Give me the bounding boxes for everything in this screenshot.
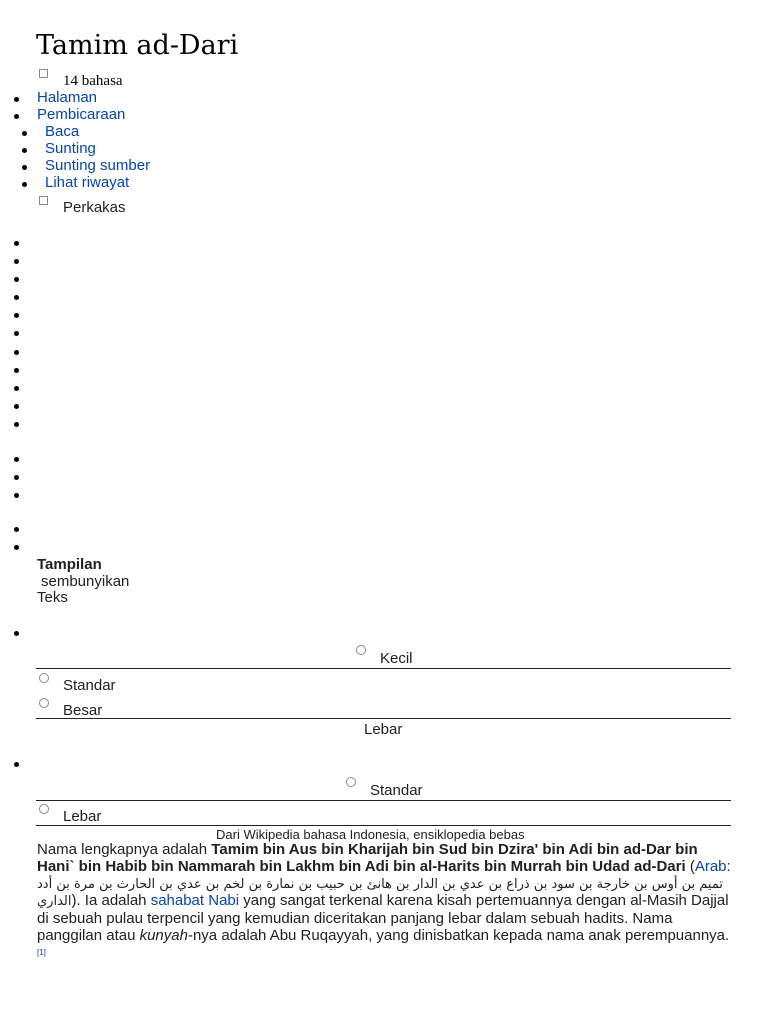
tool-list-item [14, 475, 19, 480]
text-size-label: Teks [37, 589, 68, 606]
language-toggle-checkbox[interactable] [39, 69, 48, 78]
page-title: Tamim ad-Dari [36, 30, 239, 61]
tab-sunting[interactable]: Sunting [45, 140, 96, 157]
tool-list-item [14, 404, 19, 409]
intro-prefix: Nama lengkapnya adalah [37, 841, 212, 858]
tool-list-item [14, 545, 19, 550]
bullet [22, 182, 27, 187]
arabic-name: تميم بن أوس بن خارجة بن سود بن ذراع بن عدي بن الدار بن هانئ بن حبيب بن نمارة بن لخم بن عدي بن الحارث بن مرة بن أدد الداري [37, 876, 723, 910]
tab-sunting-sumber[interactable]: Sunting sumber [45, 157, 151, 174]
appearance-hide-button[interactable]: sembunyikan [41, 573, 130, 590]
width-lebar-radio[interactable] [39, 804, 49, 814]
tool-list-item [14, 295, 19, 300]
divider [36, 825, 731, 826]
tool-list-item [14, 368, 19, 373]
width-standar-label[interactable]: Standar [370, 782, 423, 799]
arab-colon: : [726, 857, 731, 875]
after-arab: ). Ia adalah [71, 892, 151, 910]
text-size-standar-radio[interactable] [39, 673, 49, 683]
text-size-besar-radio[interactable] [39, 698, 49, 708]
tool-list-item [14, 457, 19, 462]
tab-lihat-riwayat[interactable]: Lihat riwayat [45, 174, 130, 191]
tool-list-item [14, 386, 19, 391]
arab-open: ( [685, 857, 695, 875]
tool-list-item [14, 493, 19, 498]
after-companion: yang sangat terkenal karena kisah pertemuannya dengan al-Masih Dajjal di sebuah pulau terpencil yang kemudian diceritakan panjang lebar dalam sebuah hadits. Nama panggilan atau [37, 892, 729, 944]
tools-toggle-checkbox[interactable] [39, 196, 48, 205]
divider [36, 718, 731, 719]
divider [36, 668, 731, 669]
option-group-bullet [14, 631, 19, 636]
tool-list-item [14, 331, 19, 336]
width-lebar-label[interactable]: Lebar [63, 808, 102, 825]
tab-baca[interactable]: Baca [45, 123, 80, 140]
full-name: Tamim bin Aus bin Kharijah bin Sud bin Dzira' bin Adi bin ad-Dar bin Hani` bin Habib bin Nammarah bin Lakhm bin Adi bin al-Harits bin Murrah bin Udad ad-Dari [37, 841, 698, 875]
arab-link[interactable]: Arab [694, 857, 727, 875]
tools-label[interactable]: Perkakas [63, 199, 126, 216]
after-kunyah: -nya adalah Abu Ruqayyah, yang dinisbatkan kepada nama anak perempuannya. [187, 926, 730, 944]
tool-list-item [14, 527, 19, 532]
site-tagline: Dari Wikipedia bahasa Indonesia, ensiklopedia bebas [216, 827, 525, 842]
text-size-standar-label[interactable]: Standar [63, 677, 116, 694]
appearance-heading: Tampilan [37, 556, 102, 573]
sahabat-nabi-link[interactable]: sahabat Nabi [150, 892, 240, 910]
tool-list-item [14, 259, 19, 264]
divider [36, 800, 731, 801]
option-group-bullet [14, 762, 19, 767]
text-size-kecil-label[interactable]: Kecil [380, 650, 413, 667]
article-intro-paragraph [37, 842, 732, 966]
tab-pembicaraan[interactable]: Pembicaraan [37, 106, 126, 123]
bullet [14, 97, 19, 102]
bullet [22, 148, 27, 153]
text-size-besar-label[interactable]: Besar [63, 702, 103, 719]
bullet [22, 131, 27, 136]
text-size-kecil-radio[interactable] [356, 645, 366, 655]
bullet [14, 114, 19, 119]
tool-list-item [14, 422, 19, 427]
tool-list-item [14, 313, 19, 318]
kunyah-term: kunyah [139, 926, 188, 944]
bullet [22, 165, 27, 170]
width-label: Lebar [364, 721, 403, 738]
width-standar-radio[interactable] [346, 777, 356, 787]
tool-list-item [14, 350, 19, 355]
reference-link[interactable]: [1] [37, 947, 46, 957]
tool-list-item [14, 241, 19, 246]
tab-halaman[interactable]: Halaman [37, 89, 98, 106]
languages-label[interactable]: 14 bahasa [63, 73, 123, 89]
tool-list-item [14, 277, 19, 282]
